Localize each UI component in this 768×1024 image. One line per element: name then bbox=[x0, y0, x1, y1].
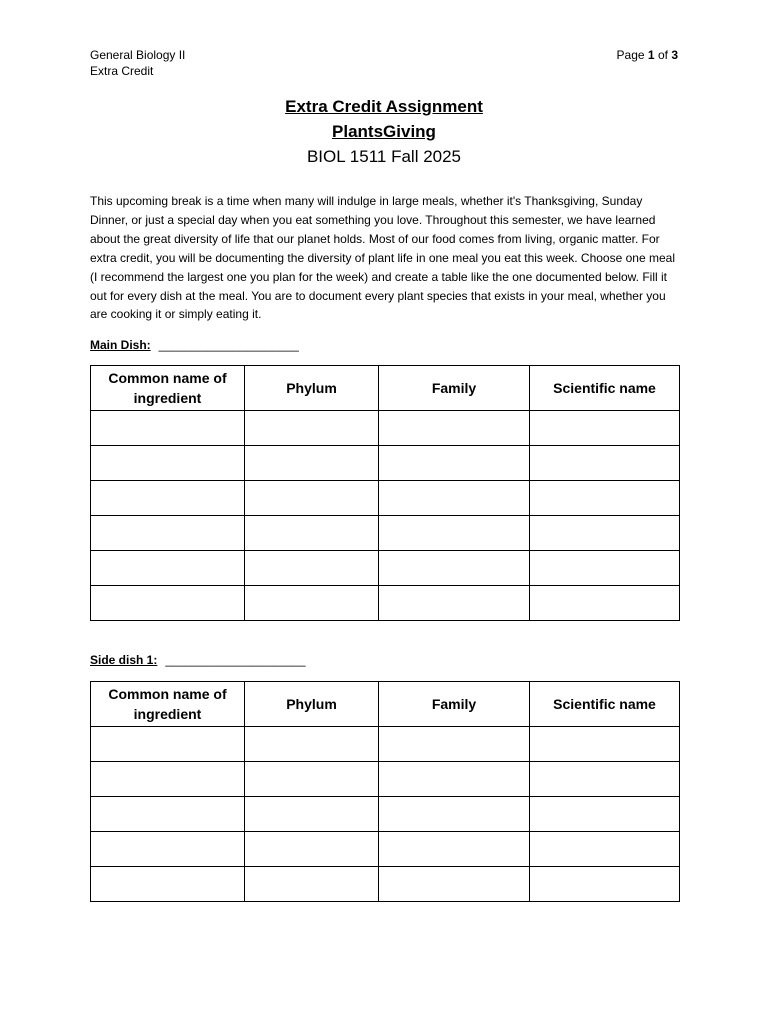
assignment-title: Extra Credit Assignment bbox=[285, 97, 483, 116]
table-cell[interactable] bbox=[245, 551, 379, 586]
table-header-row bbox=[91, 366, 680, 411]
table-row bbox=[91, 446, 680, 481]
table-cell[interactable] bbox=[91, 586, 245, 621]
column-header-common-name: Common name of ingredient bbox=[91, 366, 245, 411]
table-cell[interactable] bbox=[379, 586, 530, 621]
table-cell[interactable] bbox=[245, 446, 379, 481]
course-term: BIOL 1511 Fall 2025 bbox=[306, 147, 462, 166]
main-dish-label-row bbox=[90, 337, 299, 353]
column-header-common-name: Common name of ingredient bbox=[91, 682, 245, 727]
table-cell[interactable] bbox=[379, 551, 530, 586]
table-cell[interactable] bbox=[379, 481, 530, 516]
table-cell[interactable] bbox=[379, 446, 530, 481]
table-cell[interactable] bbox=[245, 832, 379, 867]
main-dish-table bbox=[90, 365, 680, 621]
page-of: of bbox=[657, 48, 668, 62]
table-cell[interactable] bbox=[245, 867, 379, 902]
table-cell[interactable] bbox=[530, 411, 680, 446]
table-cell[interactable] bbox=[245, 481, 379, 516]
side-dish-label: Side dish 1: bbox=[90, 653, 158, 667]
table-cell[interactable] bbox=[379, 516, 530, 551]
table-cell[interactable] bbox=[245, 762, 379, 797]
table-cell[interactable] bbox=[530, 727, 680, 762]
table-cell[interactable] bbox=[530, 762, 680, 797]
table-cell[interactable] bbox=[530, 832, 680, 867]
table-cell[interactable] bbox=[530, 446, 680, 481]
table-cell[interactable] bbox=[245, 411, 379, 446]
column-header-scientific-name: Scientific name bbox=[530, 366, 680, 411]
table-cell[interactable] bbox=[530, 586, 680, 621]
side-dish-table bbox=[90, 681, 680, 902]
table-row bbox=[91, 551, 680, 586]
table-row bbox=[91, 411, 680, 446]
page-number bbox=[617, 47, 678, 63]
header-left bbox=[90, 47, 185, 79]
column-header-family: Family bbox=[379, 366, 530, 411]
table-row bbox=[91, 516, 680, 551]
column-header-phylum: Phylum bbox=[245, 366, 379, 411]
column-header-scientific-name: Scientific name bbox=[530, 682, 680, 727]
main-dish-label: Main Dish: bbox=[90, 338, 151, 352]
table-row bbox=[91, 797, 680, 832]
table-cell[interactable] bbox=[245, 727, 379, 762]
table-cell[interactable] bbox=[91, 516, 245, 551]
assignment-subtitle: PlantsGiving bbox=[332, 122, 436, 141]
table-row bbox=[91, 867, 680, 902]
table-cell[interactable] bbox=[530, 481, 680, 516]
table-cell[interactable] bbox=[91, 446, 245, 481]
table-cell[interactable] bbox=[245, 797, 379, 832]
side-dish-blank[interactable]: _____________________ bbox=[165, 653, 306, 667]
table-cell[interactable] bbox=[530, 551, 680, 586]
table-cell[interactable] bbox=[530, 867, 680, 902]
table-cell[interactable] bbox=[91, 797, 245, 832]
title-block bbox=[0, 94, 768, 169]
column-header-phylum: Phylum bbox=[245, 682, 379, 727]
table-cell[interactable] bbox=[91, 551, 245, 586]
table-row bbox=[91, 586, 680, 621]
table-cell[interactable] bbox=[91, 867, 245, 902]
table-header-row bbox=[91, 682, 680, 727]
table-cell[interactable] bbox=[379, 832, 530, 867]
table-cell[interactable] bbox=[379, 762, 530, 797]
table-cell[interactable] bbox=[91, 411, 245, 446]
table-row bbox=[91, 762, 680, 797]
table-cell[interactable] bbox=[245, 516, 379, 551]
table-row bbox=[91, 832, 680, 867]
table-cell[interactable] bbox=[379, 727, 530, 762]
table-cell[interactable] bbox=[91, 727, 245, 762]
intro-paragraph: This upcoming break is a time when many will indulge in large meals, whether it's Thanksgiving, Sunday Dinner, or just a special day when you eat something you love. Throughout this semester, we have learned about the great diversity of life that our planet holds. Most of our food comes from living, organic matter. For extra credit, you will be documenting the diversity of plant life in one meal you eat this week. Choose one meal (I recommend the largest one you plan for the week) and create a table like the one documented below. Fill it out for every dish at the meal. You are to document every plant species that exists in your meal, whether you are cooking it or simply eating it. bbox=[90, 194, 675, 322]
table-cell[interactable] bbox=[91, 481, 245, 516]
header-category: Extra Credit bbox=[90, 64, 154, 78]
table-cell[interactable] bbox=[379, 411, 530, 446]
table-cell[interactable] bbox=[91, 832, 245, 867]
table-cell[interactable] bbox=[245, 586, 379, 621]
side-dish-label-row bbox=[90, 652, 306, 668]
table-cell[interactable] bbox=[530, 797, 680, 832]
course-name: General Biology II bbox=[90, 48, 186, 62]
main-dish-blank[interactable]: _____________________ bbox=[158, 338, 299, 352]
table-row bbox=[91, 727, 680, 762]
page-current: 1 bbox=[647, 48, 655, 62]
column-header-family: Family bbox=[379, 682, 530, 727]
table-row bbox=[91, 481, 680, 516]
table-cell[interactable] bbox=[379, 867, 530, 902]
table-cell[interactable] bbox=[91, 762, 245, 797]
table-cell[interactable] bbox=[379, 797, 530, 832]
page-word: Page bbox=[616, 48, 645, 62]
table-cell[interactable] bbox=[530, 516, 680, 551]
page-total: 3 bbox=[671, 48, 678, 62]
